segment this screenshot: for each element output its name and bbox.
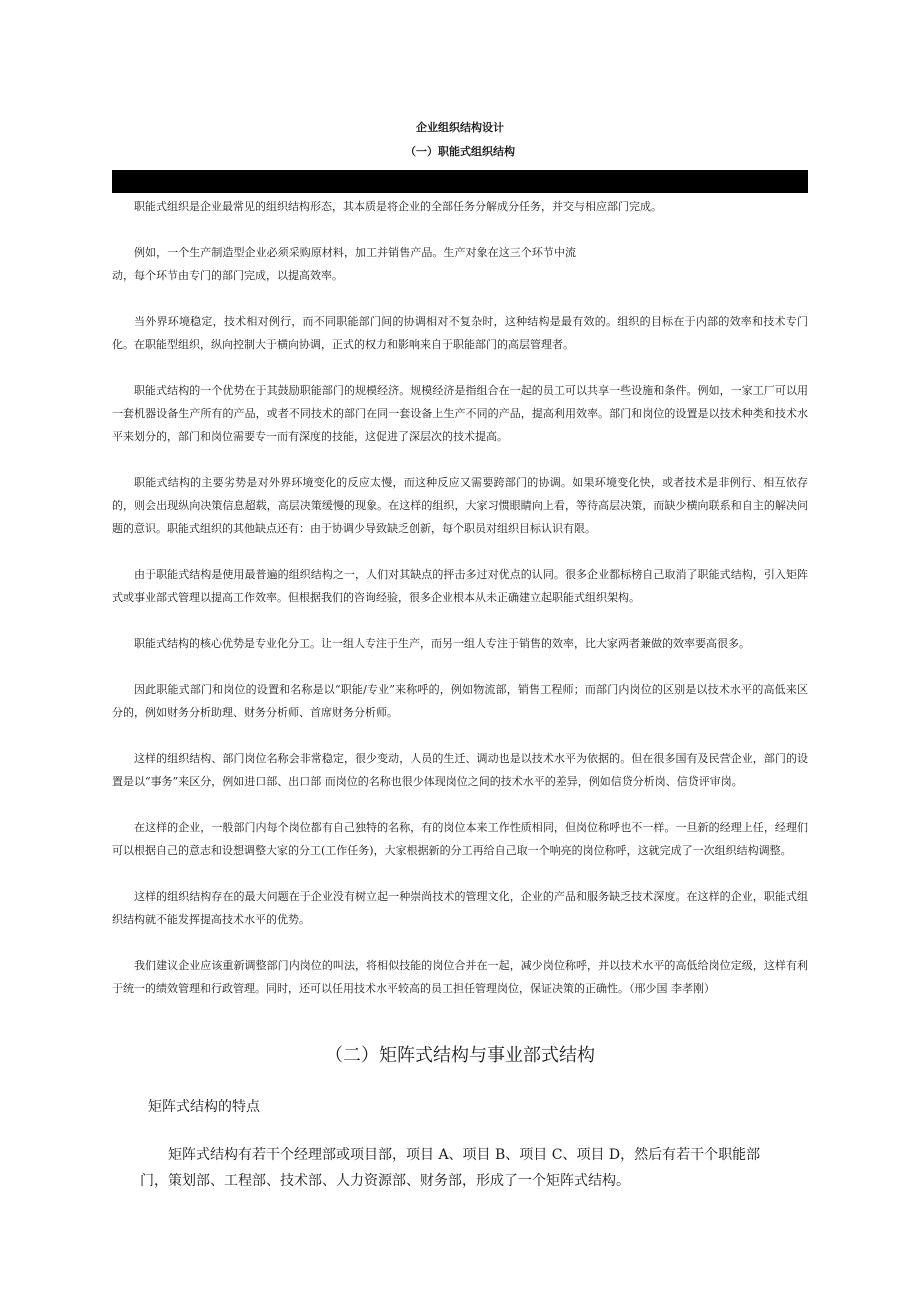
paragraph-8: 因此职能式部门和岗位的设置和名称是以“职能/专业”来称呼的，例如物流部，销售工程师；而部门内岗位的区别是以技术水平的高低来区分的，例如财务分析助理、财务分析师、首席财务分析师。 bbox=[112, 683, 808, 719]
paragraph-5: 职能式结构的主要劣势是对外界环境变化的反应太慢，而这种反应又需要跨部门的协调。如果环境变化快，或者技术是非例行、相互依存的，则会出现纵向决策信息超载，高层决策缓慢的现象。在这样的组织，大家习惯眼睛向上看，等待高层决策，而缺少横向联系和自主的解决问题的意识。职能式组织的其他缺点还有：由于协调少导致缺乏创新，每个职员对组织目标认识有限。 bbox=[112, 476, 808, 535]
section-1-title: （一）职能式组织结构 bbox=[405, 145, 515, 158]
matrix-paragraph: 矩阵式结构有若干个经理部或项目部，项目 A、项目 B、项目 C、项目 D，然后有若干个职能部门，策划部、工程部、技术部、人力资源部、财务部，形成了一个矩阵式结构。 bbox=[140, 1147, 761, 1189]
paragraph-9: 这样的组织结构、部门岗位名称会非常稳定，很少变动，人员的生迁、调动也是以技术水平为依据的。但在很多国有及民营企业，部门的设置是以“事务”来区分，例如进口部、出口部 而岗位的名称也很少体现岗位之间的技术水平的差异，例如信贷分析岗、信贷评审岗。 bbox=[112, 752, 808, 788]
redaction-bar bbox=[112, 170, 808, 193]
paragraph-7: 职能式结构的核心优势是专业化分工。让一组人专注于生产，而另一组人专注于销售的效率，比大家两者兼做的效率要高很多。 bbox=[134, 637, 750, 650]
paragraph-6: 由于职能式结构是使用最普遍的组织结构之一，人们对其缺点的抨击多过对优点的认同。很多企业都标榜自己取消了职能式结构，引入矩阵式或事业部式管理以提高工作效率。但根据我们的咨询经验，很多企业根本从未正确建立起职能式组织架构。 bbox=[112, 568, 808, 604]
section-2-subheading: 矩阵式结构的特点 bbox=[148, 1099, 260, 1115]
paragraph-4: 职能式结构的一个优势在于其鼓励职能部门的规模经济。规模经济是指组合在一起的员工可以共享一些设施和条件。例如，一家工厂可以用一套机器设备生产所有的产品，或者不同技术的部门在同一套设备上生产不同的产品，提高利用效率。部门和岗位的设置是以技术种类和技术水平来划分的，部门和岗位需要专一而有深度的技能，这促进了深层次的技术提高。 bbox=[112, 384, 808, 443]
paragraph-10: 在这样的企业，一般部门内每个岗位都有自己独特的名称，有的岗位本来工作性质相同，但岗位称呼也不一样。一旦新的经理上任，经理们可以根据自己的意志和设想调整大家的分工(工作任务)，大家根据新的分工再给自己取一个响亮的岗位称呼，这就完成了一次组织结构调整。 bbox=[112, 821, 808, 857]
paragraph-12: 我们建议企业应该重新调整部门内岗位的叫法，将相似技能的岗位合并在一起，减少岗位称呼，并以技术水平的高低给岗位定级，这样有利于统一的绩效管理和行政管理。同时，还可以任用技术水平较高的员工担任管理岗位，保证决策的正确性。（邢少国 李孝刚） bbox=[112, 959, 808, 995]
paragraph-1: 职能式组织是企业最常见的组织结构形态，其本质是将企业的全部任务分解成分任务，并交与相应部门完成。 bbox=[134, 200, 662, 213]
section-2-body bbox=[140, 1142, 780, 1194]
section-2-title: （二）矩阵式结构与事业部式结构 bbox=[325, 1045, 595, 1066]
paragraph-2: 例如，一个生产制造型企业必须采购原材料，加工并销售产品。生产对象在这三个环节中流动，每个环节由专门的部门完成，以提高效率。 bbox=[112, 246, 576, 282]
paragraph-11: 这样的组织结构存在的最大问题在于企业没有树立起一种崇尚技术的管理文化，企业的产品和服务缺乏技术深度。在这样的企业，职能式组织结构就不能发挥提高技术水平的优势。 bbox=[112, 890, 808, 926]
section-1-body bbox=[112, 195, 808, 1023]
paragraph-3: 当外界环境稳定，技术相对例行，而不同职能部门间的协调相对不复杂时，这种结构是最有效的。组织的目标在于内部的效率和技术专门化。在职能型组织，纵向控制大于横向协调，正式的权力和影响来自于职能部门的高层管理者。 bbox=[112, 315, 808, 351]
document-title: 企业组织结构设计 bbox=[416, 121, 504, 134]
